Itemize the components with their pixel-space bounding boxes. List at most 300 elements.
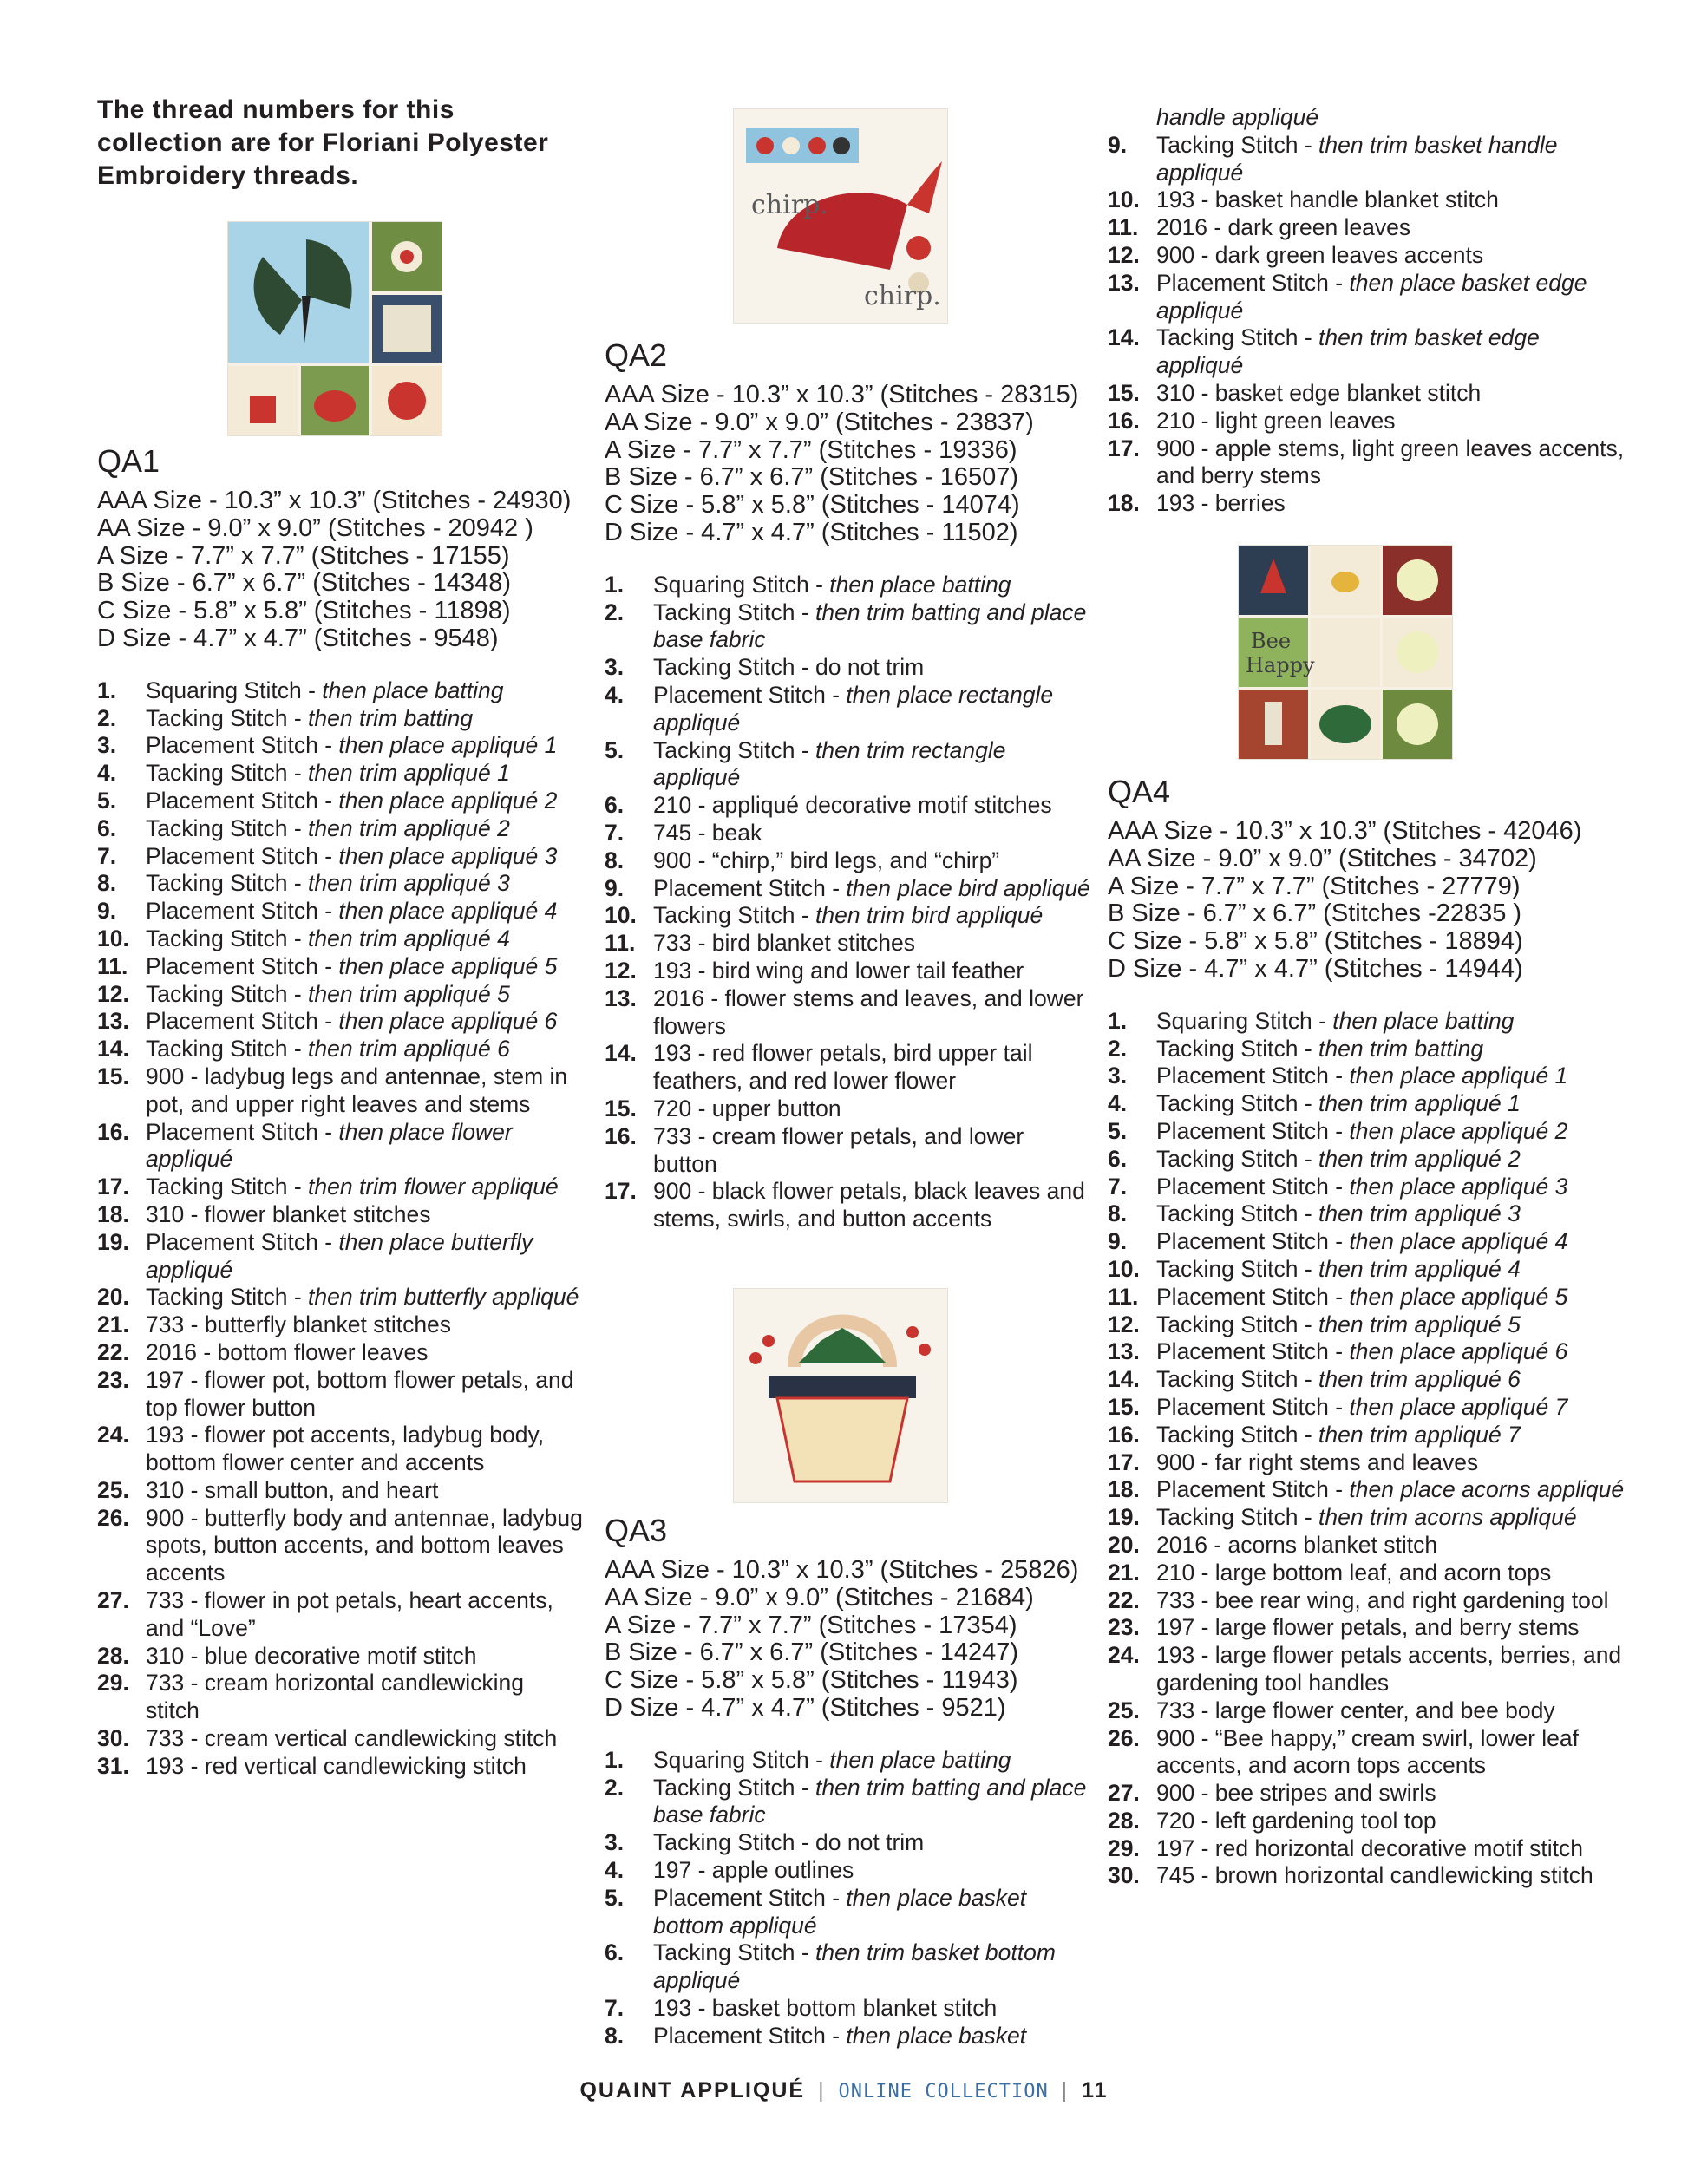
step-item — [605, 1885, 1090, 1940]
step-number: 13. — [97, 1008, 129, 1035]
step-lead: Tacking Stitch - — [1156, 1504, 1319, 1531]
step-number: 27. — [97, 1587, 129, 1614]
step-item — [1108, 1366, 1628, 1394]
step-text — [653, 1885, 1090, 1940]
qa1-quilt-image — [227, 221, 442, 436]
step-lead: 310 - basket edge blanket stitch — [1156, 379, 1482, 406]
step-item — [97, 898, 583, 925]
step-item — [97, 705, 583, 733]
step-item — [605, 2023, 1090, 2050]
step-lead: 197 - large flower petals, and berry stems — [1156, 1614, 1580, 1641]
step-item — [605, 682, 1090, 737]
step-number: 1. — [605, 571, 625, 598]
step-text — [1156, 1808, 1628, 1835]
step-item — [605, 930, 1090, 958]
step-text — [146, 925, 583, 953]
step-number: 1. — [1108, 1007, 1128, 1034]
step-number: 10. — [97, 925, 129, 951]
step-text — [146, 1367, 583, 1422]
qa3-quilt-art — [734, 1289, 947, 1502]
step-lead: 193 - flower pot accents, ladybug body, bottom flower center and accents — [146, 1422, 545, 1476]
size-item: AAA Size - 10.3” x 10.3” (Stitches - 25826) — [605, 1556, 1079, 1584]
step-text — [146, 1422, 583, 1477]
step-number: 25. — [97, 1476, 129, 1503]
step-item — [97, 1587, 583, 1643]
step-lead: Tacking Stitch - — [653, 902, 816, 929]
step-number: 29. — [97, 1670, 129, 1697]
step-item — [605, 572, 1090, 599]
step-lead: Squaring Stitch - — [146, 677, 323, 703]
step-instruction: then place appliqué 6 — [1349, 1338, 1568, 1365]
step-number: 14. — [1108, 1366, 1140, 1393]
step-lead: Tacking Stitch - — [1156, 1035, 1319, 1062]
step-item — [97, 1643, 583, 1671]
step-number: 17. — [97, 1174, 129, 1200]
step-item — [1108, 1532, 1628, 1560]
step-number: 22. — [97, 1338, 129, 1365]
step-lead: Tacking Stitch - — [146, 814, 309, 841]
step-item — [1108, 1174, 1628, 1201]
step-lead: Placement Stitch - — [1156, 1393, 1350, 1420]
step-text — [653, 1775, 1090, 1830]
step-instruction: then place rectangle appliqué — [653, 681, 1054, 736]
step-number: 19. — [97, 1228, 129, 1255]
step-lead: Tacking Stitch - — [1156, 1255, 1319, 1282]
step-lead: 745 - brown horizontal candlewicking stitch — [1156, 1862, 1593, 1889]
step-lead: Placement Stitch - — [1156, 1476, 1350, 1503]
step-lead: Tacking Stitch - — [1156, 1311, 1319, 1337]
step-text — [1156, 1422, 1628, 1449]
qa1-section — [97, 444, 583, 1781]
step-number: 6. — [605, 792, 625, 819]
step-number: 20. — [1108, 1531, 1140, 1558]
step-item — [1108, 1504, 1628, 1532]
step-lead: 310 - small button, and heart — [146, 1476, 439, 1503]
step-number: 8. — [97, 870, 117, 897]
step-lead: 733 - cream vertical candlewicking stitch — [146, 1725, 558, 1752]
step-instruction: then place appliqué 4 — [1349, 1228, 1568, 1255]
step-text — [1156, 1256, 1628, 1284]
step-number: 6. — [1108, 1145, 1128, 1172]
step-number: 25. — [1108, 1697, 1140, 1723]
step-number: 16. — [1108, 1421, 1140, 1448]
step-item — [97, 953, 583, 981]
step-item — [1108, 324, 1628, 380]
step-number: 21. — [97, 1311, 129, 1338]
step-lead: Placement Stitch - — [146, 1228, 339, 1255]
step-text — [146, 1643, 583, 1671]
step-text — [146, 1174, 583, 1201]
step-item — [97, 788, 583, 815]
step-text — [1156, 1174, 1628, 1201]
size-item: A Size - 7.7” x 7.7” (Stitches - 19336) — [605, 435, 1017, 464]
step-text — [1156, 1036, 1628, 1063]
step-text — [146, 815, 583, 843]
step-text — [1156, 435, 1628, 491]
step-item — [97, 870, 583, 898]
step-number: 8. — [1108, 1200, 1128, 1227]
step-item — [97, 1036, 583, 1063]
step-item — [97, 1008, 583, 1036]
size-item: C Size - 5.8” x 5.8” (Stitches - 14074) — [605, 491, 1020, 520]
step-lead: Placement Stitch - — [653, 2022, 847, 2049]
qa2-quilt-image — [733, 108, 948, 324]
step-number: 7. — [1108, 1173, 1128, 1200]
qa4-quilt-image — [1238, 545, 1453, 760]
step-item — [1108, 1560, 1628, 1587]
step-lead: 733 - large flower center, and bee body — [1156, 1697, 1555, 1723]
step-instruction: then trim appliqué 3 — [308, 870, 510, 897]
step-number: 18. — [1108, 490, 1140, 517]
step-lead: 197 - apple outlines — [653, 1856, 854, 1883]
step-instruction: then trim appliqué 2 — [308, 814, 510, 841]
step-text — [146, 1229, 583, 1285]
step-item — [97, 1477, 583, 1505]
step-lead: 193 - large flower petals accents, berries, and gardening tool handles — [1156, 1642, 1622, 1696]
step-text — [146, 677, 583, 705]
step-lead: 733 - butterfly blanket stitches — [146, 1311, 452, 1338]
step-text — [1156, 1697, 1628, 1725]
footer-separator: | — [818, 2078, 826, 2102]
step-instruction: then trim basket handle appliqué — [1156, 131, 1558, 186]
step-item — [605, 599, 1090, 655]
step-text — [653, 1040, 1090, 1095]
step-text — [1156, 1146, 1628, 1174]
step-item — [605, 1857, 1090, 1885]
step-instruction: then place appliqué 7 — [1349, 1393, 1568, 1420]
step-item — [1108, 1036, 1628, 1063]
qa4-heading: QA4 — [1108, 774, 1171, 809]
qa1-heading: QA1 — [97, 443, 160, 479]
step-lead: Tacking Stitch - — [1156, 1366, 1319, 1393]
step-text — [653, 1829, 1090, 1857]
step-instruction: then place flower appliqué — [146, 1118, 513, 1173]
step-item — [605, 847, 1090, 875]
step-lead: Placement Stitch - — [1156, 1173, 1350, 1200]
step-instruction: then place basket bottom appliqué — [653, 1884, 1027, 1939]
step-text — [653, 847, 1090, 875]
step-instruction: then place batting — [829, 571, 1011, 598]
step-text — [653, 654, 1090, 682]
step-item — [1108, 490, 1628, 518]
qa3-quilt-image — [733, 1288, 948, 1503]
step-item — [1108, 1476, 1628, 1504]
step-lead: 733 - flower in pot petals, heart accents, and “Love” — [146, 1587, 553, 1641]
step-instruction: then place basket — [846, 2022, 1027, 2049]
step-item — [1108, 1697, 1628, 1725]
step-number: 24. — [1108, 1642, 1140, 1669]
step-number: 28. — [97, 1642, 129, 1669]
step-lead: Tacking Stitch - — [1156, 131, 1319, 158]
step-text — [653, 1995, 1090, 2023]
step-lead: 733 - cream flower petals, and lower button — [653, 1122, 1024, 1177]
size-item: A Size - 7.7” x 7.7” (Stitches - 17354) — [605, 1611, 1017, 1639]
step-number: 26. — [1108, 1724, 1140, 1751]
step-text — [653, 737, 1090, 793]
qa3-heading: QA3 — [605, 1513, 668, 1548]
step-text — [146, 843, 583, 871]
step-text — [146, 898, 583, 925]
step-instruction: then trim batting — [308, 704, 474, 731]
step-number: 2. — [605, 598, 625, 625]
step-number: 23. — [1108, 1614, 1140, 1641]
step-text — [146, 788, 583, 815]
step-lead: Placement Stitch - — [146, 1118, 339, 1145]
step-lead: 720 - left gardening tool top — [1156, 1807, 1436, 1834]
step-instruction: then trim appliqué 6 — [308, 1036, 510, 1063]
qa1-step-list — [97, 677, 583, 1781]
step-number: 3. — [97, 732, 117, 759]
step-text — [1156, 380, 1628, 408]
step-number: 10. — [1108, 1255, 1140, 1282]
step-lead: Squaring Stitch - — [653, 571, 830, 598]
step-instruction: then place appliqué 2 — [338, 787, 558, 814]
size-item: AA Size - 9.0” x 9.0” (Stitches - 34702) — [1108, 844, 1537, 873]
qa4-section — [1108, 775, 1628, 1890]
size-item: AA Size - 9.0” x 9.0” (Stitches - 21684) — [605, 1583, 1034, 1612]
step-instruction: then place appliqué 5 — [1349, 1283, 1568, 1310]
qa4-art-word-2: Happy — [1246, 653, 1315, 677]
step-text — [1156, 132, 1628, 187]
step-item — [97, 1422, 583, 1477]
qa2-heading: QA2 — [605, 337, 668, 373]
step-lead: Placement Stitch - — [146, 842, 339, 869]
step-instruction: then trim appliqué 6 — [1318, 1366, 1521, 1393]
size-item: AAA Size - 10.3” x 10.3” (Stitches - 42046) — [1108, 817, 1582, 845]
step-lead: 310 - flower blanket stitches — [146, 1200, 431, 1227]
step-lead: Placement Stitch - — [1156, 1283, 1350, 1310]
step-text — [146, 1339, 583, 1367]
step-number: 12. — [1108, 241, 1140, 268]
step-number: 6. — [605, 1939, 625, 1966]
step-text — [146, 1477, 583, 1505]
step-text — [1156, 1338, 1628, 1366]
step-instruction: then place butterfly appliqué — [146, 1228, 533, 1283]
step-item — [97, 1670, 583, 1725]
step-item-continued — [1108, 104, 1628, 132]
step-number: 14. — [605, 1040, 637, 1067]
qa3-step-list-continued — [1108, 104, 1628, 518]
step-instruction: then place bird appliqué — [846, 874, 1090, 901]
step-item — [605, 792, 1090, 820]
qa1-size-list — [97, 487, 583, 653]
step-item — [605, 902, 1090, 930]
step-text — [146, 732, 583, 760]
step-lead: 900 - bee stripes and swirls — [1156, 1780, 1436, 1807]
step-instruction: then trim appliqué 3 — [1318, 1200, 1521, 1227]
size-item: B Size - 6.7” x 6.7” (Stitches - 14247) — [605, 1638, 1019, 1667]
step-number: 11. — [1108, 1283, 1139, 1310]
qa3-section-continued — [1108, 104, 1628, 518]
step-number: 28. — [1108, 1807, 1140, 1834]
step-text — [1156, 1284, 1628, 1311]
step-text — [146, 981, 583, 1009]
step-number: 16. — [97, 1118, 129, 1145]
step-lead: Placement Stitch - — [146, 1008, 339, 1035]
qa3-step-list — [605, 1747, 1090, 2050]
step-item — [605, 1123, 1090, 1179]
step-instruction: then trim bird appliqué — [815, 902, 1044, 929]
step-lead: 193 - bird wing and lower tail feather — [653, 957, 1024, 984]
step-text — [1156, 1200, 1628, 1228]
step-number: 4. — [605, 681, 625, 708]
step-text — [1156, 1394, 1628, 1422]
step-text — [1156, 1504, 1628, 1532]
step-text — [146, 1311, 583, 1339]
step-number: 13. — [1108, 1338, 1140, 1365]
step-number: 14. — [97, 1036, 129, 1063]
step-lead: Placement Stitch - — [653, 681, 847, 708]
qa4-size-list — [1108, 818, 1628, 984]
size-item: AA Size - 9.0” x 9.0” (Stitches - 20942 ) — [97, 513, 533, 542]
step-text — [1156, 1228, 1628, 1256]
step-text — [653, 930, 1090, 958]
qa2-section — [605, 338, 1090, 1233]
footer-separator: | — [1061, 2078, 1070, 2102]
step-text — [146, 953, 583, 981]
step-item — [1108, 1808, 1628, 1835]
step-instruction: then trim appliqué 4 — [308, 925, 510, 951]
qa4-art-word-1: Bee — [1251, 629, 1292, 653]
size-item: AAA Size - 10.3” x 10.3” (Stitches - 28315) — [605, 381, 1079, 409]
step-text — [1156, 408, 1628, 435]
step-text — [146, 1670, 583, 1725]
step-number: 24. — [97, 1422, 129, 1448]
step-lead: 733 - cream horizontal candlewicking stitch — [146, 1670, 524, 1724]
step-item — [1108, 1725, 1628, 1781]
step-number: 5. — [1108, 1117, 1128, 1144]
step-item — [605, 1747, 1090, 1775]
size-item: C Size - 5.8” x 5.8” (Stitches - 18894) — [1108, 927, 1523, 956]
step-text — [1156, 1449, 1628, 1477]
step-text — [653, 1123, 1090, 1179]
step-text — [653, 1939, 1090, 1995]
step-text — [1156, 1090, 1628, 1118]
step-item — [1108, 242, 1628, 270]
step-item — [97, 815, 583, 843]
step-item — [605, 1775, 1090, 1830]
step-lead: Placement Stitch - — [146, 787, 339, 814]
step-number: 15. — [605, 1095, 637, 1121]
step-item — [605, 1095, 1090, 1123]
step-number: 16. — [1108, 407, 1140, 434]
step-instruction: then trim batting — [1318, 1035, 1484, 1062]
step-item — [1108, 1587, 1628, 1615]
step-lead: Tacking Stitch - — [146, 1174, 309, 1200]
step-number: 18. — [1108, 1476, 1140, 1503]
step-number: 17. — [1108, 1448, 1140, 1475]
step-number: 14. — [1108, 324, 1140, 351]
step-item — [97, 1063, 583, 1119]
footer-brand: QUAINT APPLIQUÉ — [579, 2078, 806, 2102]
step-lead: Squaring Stitch - — [653, 1746, 830, 1773]
size-item: B Size - 6.7” x 6.7” (Stitches -22835 ) — [1108, 899, 1522, 928]
size-item: D Size - 4.7” x 4.7” (Stitches - 14944) — [1108, 954, 1523, 983]
step-text — [653, 1857, 1090, 1885]
step-number: 23. — [97, 1366, 129, 1393]
step-item — [1108, 1284, 1628, 1311]
size-item: B Size - 6.7” x 6.7” (Stitches - 16507) — [605, 463, 1019, 492]
step-lead: 310 - blue decorative motif stitch — [146, 1642, 477, 1669]
step-number: 13. — [1108, 269, 1140, 296]
step-number: 29. — [1108, 1834, 1140, 1861]
step-number: 26. — [97, 1504, 129, 1531]
step-number: 10. — [605, 902, 637, 929]
step-lead: Tacking Stitch - — [1156, 1145, 1319, 1172]
step-instruction: handle appliqué — [1156, 104, 1319, 130]
qa4-step-list — [1108, 1008, 1628, 1891]
step-item — [605, 1829, 1090, 1857]
step-number: 2. — [97, 704, 117, 731]
step-number: 5. — [605, 1884, 625, 1911]
step-text — [653, 985, 1090, 1041]
step-item — [1108, 1614, 1628, 1642]
size-item: AAA Size - 10.3” x 10.3” (Stitches - 24930) — [97, 487, 572, 514]
step-lead: Placement Stitch - — [653, 1884, 847, 1911]
step-lead: Tacking Stitch - — [653, 1939, 816, 1966]
step-text — [1156, 1063, 1628, 1090]
step-text — [146, 1284, 583, 1311]
qa2-art-word-2: chirp. — [864, 281, 941, 311]
step-number: 16. — [605, 1122, 637, 1149]
step-text — [653, 792, 1090, 820]
step-item — [1108, 1642, 1628, 1697]
step-number: 9. — [97, 898, 117, 925]
step-text — [1156, 242, 1628, 270]
step-item — [605, 875, 1090, 903]
step-text — [1156, 270, 1628, 325]
step-number: 3. — [1108, 1063, 1128, 1089]
step-instruction: then place appliqué 4 — [338, 898, 558, 925]
step-text — [1156, 1642, 1628, 1697]
step-number: 12. — [605, 957, 637, 984]
page-number: 11 — [1082, 2078, 1109, 2102]
step-lead: Placement Stitch - — [1156, 1338, 1350, 1365]
step-item — [1108, 1063, 1628, 1090]
step-text — [1156, 1560, 1628, 1587]
step-item — [605, 985, 1090, 1041]
step-lead: Tacking Stitch - — [146, 1036, 309, 1063]
step-item — [605, 1995, 1090, 2023]
step-lead: Placement Stitch - — [653, 874, 847, 901]
step-number: 1. — [97, 677, 117, 703]
step-item — [97, 1753, 583, 1781]
step-instruction: then trim appliqué 2 — [1318, 1145, 1521, 1172]
step-number: 19. — [1108, 1504, 1140, 1531]
step-text — [1156, 1008, 1628, 1036]
step-item — [97, 677, 583, 705]
step-lead: Tacking Stitch - — [653, 1774, 816, 1801]
step-number: 4. — [605, 1856, 625, 1883]
step-instruction: then trim appliqué 5 — [1318, 1311, 1521, 1337]
step-item — [1108, 132, 1628, 187]
step-lead: 2016 - bottom flower leaves — [146, 1338, 429, 1365]
step-number: 18. — [97, 1200, 129, 1227]
footer-collection: ONLINE COLLECTION — [838, 2081, 1049, 2102]
step-lead: Placement Stitch - — [1156, 269, 1350, 296]
step-text — [146, 705, 583, 733]
step-lead: Tacking Stitch - — [146, 925, 309, 951]
step-item — [1108, 214, 1628, 242]
step-lead: Tacking Stitch - — [653, 598, 816, 625]
step-instruction: then place acorns appliqué — [1349, 1476, 1625, 1503]
step-instruction: then place batting — [322, 677, 504, 703]
qa2-art-word-1: chirp. — [751, 190, 828, 220]
step-number: 9. — [605, 874, 625, 901]
step-number: 5. — [605, 736, 625, 763]
step-instruction: then trim rectangle appliqué — [653, 736, 1006, 791]
size-item: A Size - 7.7” x 7.7” (Stitches - 27779) — [1108, 872, 1521, 900]
